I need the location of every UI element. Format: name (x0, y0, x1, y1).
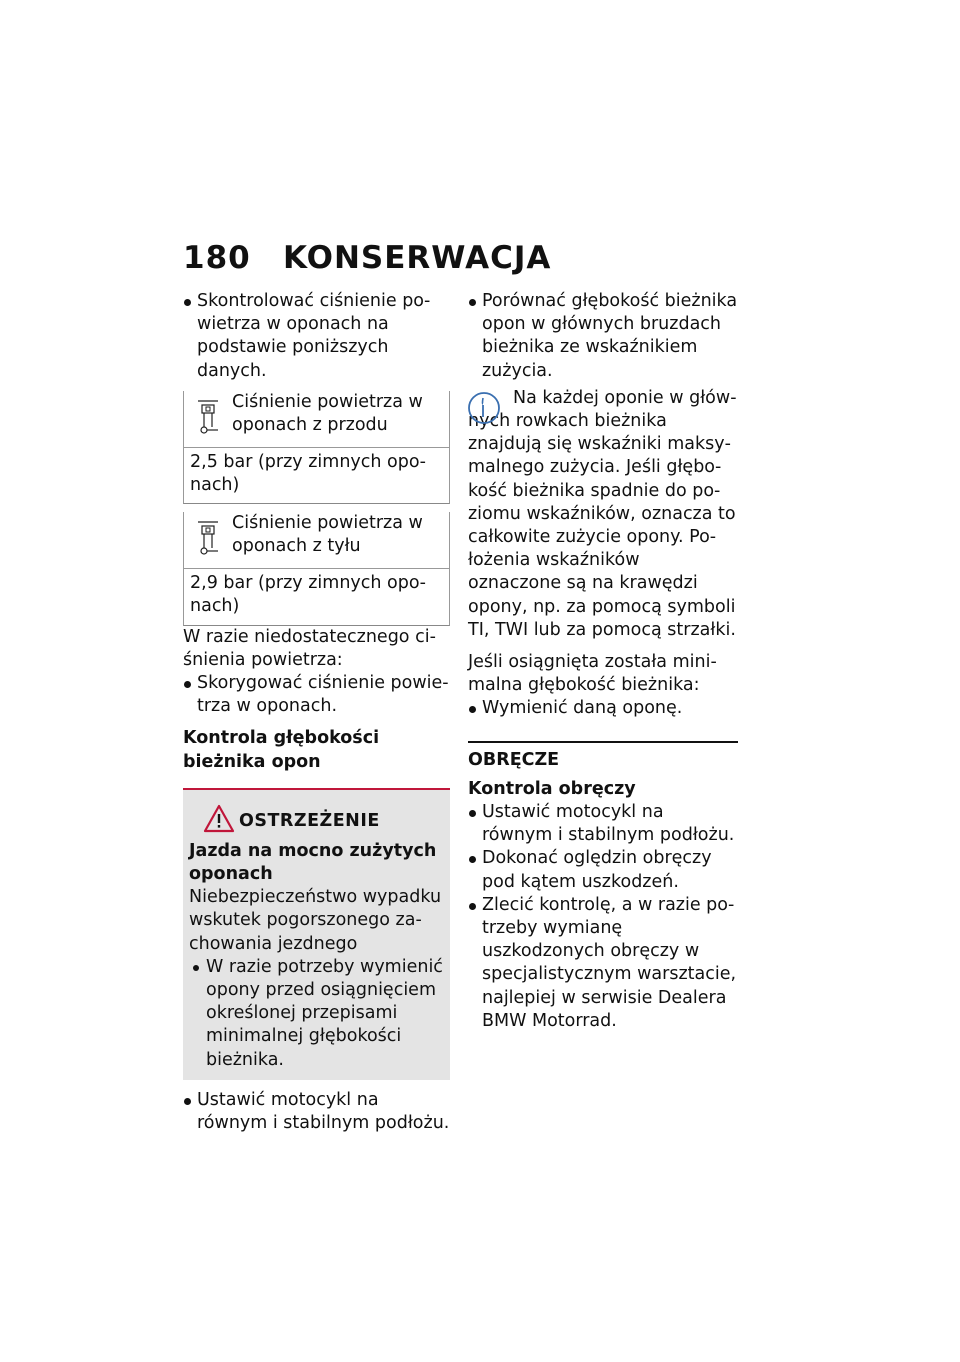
rims-bullet-2: Dokonać oględzin obręczy pod kątem uszkodzeń. (468, 847, 738, 893)
warning-text: Niebezpieczeństwo wypadku wskutek pogorszonego zachowania jezdnego (189, 887, 442, 954)
rims-subheading: Kontrola obręczy (468, 778, 636, 799)
warning-label: OSTRZEŻENIE (239, 810, 380, 831)
min-depth-text: Jeśli osiągnięta została minimalna głębokość bieżnika: (468, 652, 717, 696)
spec-rear-head (184, 512, 449, 569)
tire-pressure-gauge-icon (196, 397, 220, 437)
info-text: Na każdej oponie w głównych rowkach bieżnika znajdują się wskaźniki maksymalnego zużycia. Jeśli głębokość bieżnika spadnie do poziomu wskaźników, oznacza to całkowite zużycie opony. Położenia wskaźników oznaczone są na krawędzi opony, np. za pomocą symboli TI, TWI lub za pomocą strzałki. (468, 387, 737, 640)
section-title: OBRĘCZE (468, 749, 560, 770)
warning-title (189, 802, 444, 840)
spec-rear-pressure (183, 512, 450, 625)
left-column (183, 290, 450, 1135)
warning-bullet: W razie potrzeby wymienić opony przed osiągnięciem określonej przepisami minimalnej głębokości bieżnika. (189, 956, 444, 1072)
bullet-correct-pressure: Skorygować ciśnienie powietrza w oponach. (183, 672, 450, 718)
warning-subtitle: Jazda na mocno zużytych oponach (189, 840, 437, 885)
info-icon (466, 390, 502, 426)
spec-rear-label: Ciśnienie powietrza w oponach z tyłu (232, 513, 423, 557)
page-header (183, 240, 551, 276)
rims-bullet-1: Ustawić motocykl na równym i stabilnym podłożu. (468, 801, 738, 847)
tread-depth-heading: Kontrola głębokości bieżnika opon (183, 728, 380, 772)
bullet-park-motorcycle: Ustawić motocykl na równym i stabilnym podłożu. (183, 1089, 450, 1135)
low-pressure-text: W razie niedostatecznego ciśnienia powietrza: (183, 626, 436, 670)
warning-triangle-icon (203, 804, 235, 834)
spec-rear-value: 2,9 bar (przy zimnych oponach) (190, 573, 426, 617)
spec-front-value: 2,5 bar (przy zimnych oponach) (190, 451, 426, 496)
section-rims (468, 741, 738, 772)
bullet-replace-tire: Wymienić daną oponę. (468, 697, 738, 720)
page-number: 180 (183, 240, 251, 276)
warning-box (183, 788, 450, 1080)
info-block (468, 387, 738, 642)
rims-bullet-3: Zlecić kontrolę, a w razie potrzeby wymianę uszkodzonych obręczy w specjalistycznym warsztacie, najlepiej w serwisie Dealera BMW Motorrad. (468, 894, 738, 1033)
bullet-check-pressure: Skontrolować ciśnienie powietrza w oponach na podstawie poniższych danych. (183, 290, 450, 383)
spec-front-head (184, 391, 449, 448)
right-column (468, 290, 738, 1033)
spec-front-label: Ciśnienie powietrza w oponach z przodu (232, 391, 423, 436)
chapter-title: KONSERWACJA (283, 240, 552, 276)
spec-front-pressure (183, 391, 450, 504)
bullet-compare-depth: Porównać głębokość bieżnika opon w głównych bruzdach bieżnika ze wskaźnikiem zużycia. (468, 290, 738, 383)
tire-pressure-gauge-icon (196, 518, 220, 558)
